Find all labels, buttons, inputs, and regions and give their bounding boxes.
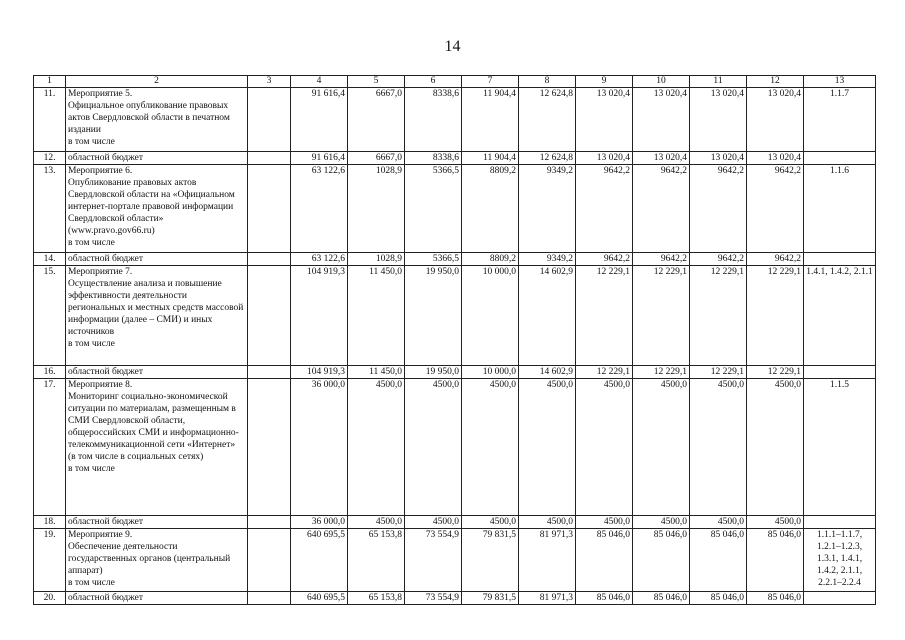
- value-cell: 4500,0: [690, 516, 747, 529]
- table-row: [34, 516, 876, 529]
- value-cell: 91 616,4: [291, 152, 348, 165]
- table-row: [34, 366, 876, 379]
- row-col3: [248, 152, 291, 165]
- value-cell: 13 020,4: [747, 152, 804, 165]
- value-cell: 13 020,4: [690, 152, 747, 165]
- target-code: 1.1.6: [804, 165, 876, 253]
- row-number: 13.: [34, 165, 66, 253]
- value-cell: 4500,0: [633, 379, 690, 516]
- row-number: 11.: [34, 88, 66, 152]
- row-name: областной бюджет: [66, 152, 248, 165]
- value-cell: 10 000,0: [462, 366, 519, 379]
- row-name: Мероприятие 8. Мониторинг социально-экономической ситуации по материалам, размещенным в СМИ Свердловской области, общероссийских СМИ и информационно-телекоммуникационной сети «Интернет» (в том числе в социальных сетях) в том числе: [66, 379, 248, 516]
- value-cell: 5366,5: [405, 165, 462, 253]
- value-cell: 36 000,0: [291, 516, 348, 529]
- row-number: 15.: [34, 266, 66, 366]
- value-cell: 85 046,0: [690, 529, 747, 592]
- value-cell: 8338,6: [405, 152, 462, 165]
- value-cell: 79 831,5: [462, 529, 519, 592]
- value-cell: 10 000,0: [462, 266, 519, 366]
- value-cell: 65 153,8: [348, 529, 405, 592]
- target-code: [804, 253, 876, 266]
- value-cell: 9642,2: [747, 165, 804, 253]
- column-header: 4: [291, 76, 348, 88]
- budget-table: [33, 75, 876, 605]
- column-header: 11: [690, 76, 747, 88]
- column-header: 12: [747, 76, 804, 88]
- value-cell: 73 554,9: [405, 592, 462, 605]
- table-row: [34, 266, 876, 366]
- value-cell: 6667,0: [348, 152, 405, 165]
- value-cell: 14 602,9: [519, 266, 576, 366]
- page-number: 14: [444, 38, 461, 55]
- row-number: 20.: [34, 592, 66, 605]
- value-cell: 85 046,0: [576, 529, 633, 592]
- row-col3: [248, 165, 291, 253]
- value-cell: 73 554,9: [405, 529, 462, 592]
- value-cell: 4500,0: [405, 379, 462, 516]
- value-cell: 9642,2: [576, 253, 633, 266]
- table-row: [34, 165, 876, 253]
- row-number: 12.: [34, 152, 66, 165]
- value-cell: 13 020,4: [747, 88, 804, 152]
- table-row: [34, 379, 876, 516]
- value-cell: 640 695,5: [291, 592, 348, 605]
- row-col3: [248, 266, 291, 366]
- value-cell: 4500,0: [462, 516, 519, 529]
- value-cell: 85 046,0: [633, 529, 690, 592]
- value-cell: 36 000,0: [291, 379, 348, 516]
- target-code: [804, 366, 876, 379]
- value-cell: 13 020,4: [633, 152, 690, 165]
- value-cell: 14 602,9: [519, 366, 576, 379]
- column-header: 3: [248, 76, 291, 88]
- target-code: 1.1.7: [804, 88, 876, 152]
- value-cell: 12 229,1: [747, 266, 804, 366]
- value-cell: 13 020,4: [576, 88, 633, 152]
- column-header: 5: [348, 76, 405, 88]
- row-number: 14.: [34, 253, 66, 266]
- value-cell: 63 122,6: [291, 253, 348, 266]
- table-row: [34, 592, 876, 605]
- row-name: Мероприятие 6. Опубликование правовых актов Свердловской области на «Официальном интернет-портале правовой информации Свердловской области» (www.pravo.gov66.ru) в том числе: [66, 165, 248, 253]
- value-cell: 12 229,1: [576, 366, 633, 379]
- value-cell: 8338,6: [405, 88, 462, 152]
- column-header: 1: [34, 76, 66, 88]
- value-cell: 12 229,1: [633, 266, 690, 366]
- value-cell: 104 919,3: [291, 266, 348, 366]
- value-cell: 9642,2: [690, 165, 747, 253]
- value-cell: 12 229,1: [747, 366, 804, 379]
- value-cell: 13 020,4: [633, 88, 690, 152]
- value-cell: 8809,2: [462, 165, 519, 253]
- row-col3: [248, 253, 291, 266]
- target-code: 1.1.5: [804, 379, 876, 516]
- value-cell: 9642,2: [633, 253, 690, 266]
- value-cell: 6667,0: [348, 88, 405, 152]
- row-name: областной бюджет: [66, 516, 248, 529]
- value-cell: 4500,0: [348, 379, 405, 516]
- value-cell: 4500,0: [690, 379, 747, 516]
- value-cell: 63 122,6: [291, 165, 348, 253]
- value-cell: 640 695,5: [291, 529, 348, 592]
- value-cell: 19 950,0: [405, 266, 462, 366]
- target-code: 1.1.1–1.1.7, 1.2.1–1.2.3, 1.3.1, 1.4.1, 1.4.2, 2.1.1, 2.2.1–2.2.4: [804, 529, 876, 592]
- row-number: 18.: [34, 516, 66, 529]
- row-col3: [248, 516, 291, 529]
- value-cell: 13 020,4: [690, 88, 747, 152]
- value-cell: 9642,2: [576, 165, 633, 253]
- table-row: [34, 529, 876, 592]
- value-cell: 85 046,0: [576, 592, 633, 605]
- row-col3: [248, 529, 291, 592]
- target-code: [804, 592, 876, 605]
- row-name: Мероприятие 5. Официальное опубликование правовых актов Свердловской области в печатном издании в том числе: [66, 88, 248, 152]
- value-cell: 8809,2: [462, 253, 519, 266]
- value-cell: 85 046,0: [747, 529, 804, 592]
- column-header: 8: [519, 76, 576, 88]
- value-cell: 19 950,0: [405, 366, 462, 379]
- row-name: Мероприятие 9. Обеспечение деятельности государственных органов (центральный аппарат) в том числе: [66, 529, 248, 592]
- column-header: 9: [576, 76, 633, 88]
- value-cell: 4500,0: [405, 516, 462, 529]
- value-cell: 4500,0: [633, 516, 690, 529]
- value-cell: 9642,2: [747, 253, 804, 266]
- target-code: 1.4.1, 1.4.2, 2.1.1: [804, 266, 876, 366]
- value-cell: 65 153,8: [348, 592, 405, 605]
- value-cell: 12 229,1: [690, 366, 747, 379]
- row-number: 16.: [34, 366, 66, 379]
- row-col3: [248, 88, 291, 152]
- value-cell: 11 904,4: [462, 88, 519, 152]
- column-header: 10: [633, 76, 690, 88]
- value-cell: 104 919,3: [291, 366, 348, 379]
- value-cell: 4500,0: [747, 516, 804, 529]
- value-cell: 79 831,5: [462, 592, 519, 605]
- value-cell: 9349,2: [519, 253, 576, 266]
- value-cell: 9642,2: [633, 165, 690, 253]
- value-cell: 4500,0: [747, 379, 804, 516]
- table-row: [34, 152, 876, 165]
- value-cell: 85 046,0: [690, 592, 747, 605]
- table-row: [34, 88, 876, 152]
- value-cell: 11 450,0: [348, 366, 405, 379]
- row-name: Мероприятие 7. Осуществление анализа и повышение эффективности деятельности региональных и местных средств массовой информации (далее – СМИ) и иных источников в том числе: [66, 266, 248, 366]
- value-cell: 11 450,0: [348, 266, 405, 366]
- row-col3: [248, 592, 291, 605]
- value-cell: 12 229,1: [690, 266, 747, 366]
- column-header: 7: [462, 76, 519, 88]
- value-cell: 1028,9: [348, 165, 405, 253]
- target-code: [804, 152, 876, 165]
- row-number: 17.: [34, 379, 66, 516]
- row-number: 19.: [34, 529, 66, 592]
- row-col3: [248, 366, 291, 379]
- value-cell: 9349,2: [519, 165, 576, 253]
- value-cell: 4500,0: [519, 516, 576, 529]
- column-header: 6: [405, 76, 462, 88]
- table-header-row: [34, 76, 876, 88]
- value-cell: 91 616,4: [291, 88, 348, 152]
- value-cell: 12 229,1: [633, 366, 690, 379]
- value-cell: 4500,0: [576, 516, 633, 529]
- table-row: [34, 253, 876, 266]
- row-col3: [248, 379, 291, 516]
- target-code: [804, 516, 876, 529]
- value-cell: 4500,0: [576, 379, 633, 516]
- value-cell: 12 624,8: [519, 152, 576, 165]
- value-cell: 81 971,3: [519, 529, 576, 592]
- row-name: областной бюджет: [66, 253, 248, 266]
- value-cell: 13 020,4: [576, 152, 633, 165]
- value-cell: 1028,9: [348, 253, 405, 266]
- value-cell: 4500,0: [462, 379, 519, 516]
- value-cell: 85 046,0: [633, 592, 690, 605]
- value-cell: 12 229,1: [576, 266, 633, 366]
- row-name: областной бюджет: [66, 366, 248, 379]
- value-cell: 11 904,4: [462, 152, 519, 165]
- column-header: 2: [66, 76, 248, 88]
- row-name: областной бюджет: [66, 592, 248, 605]
- value-cell: 4500,0: [348, 516, 405, 529]
- value-cell: 81 971,3: [519, 592, 576, 605]
- column-header: 13: [804, 76, 876, 88]
- value-cell: 5366,5: [405, 253, 462, 266]
- value-cell: 85 046,0: [747, 592, 804, 605]
- value-cell: 4500,0: [519, 379, 576, 516]
- value-cell: 12 624,8: [519, 88, 576, 152]
- value-cell: 9642,2: [690, 253, 747, 266]
